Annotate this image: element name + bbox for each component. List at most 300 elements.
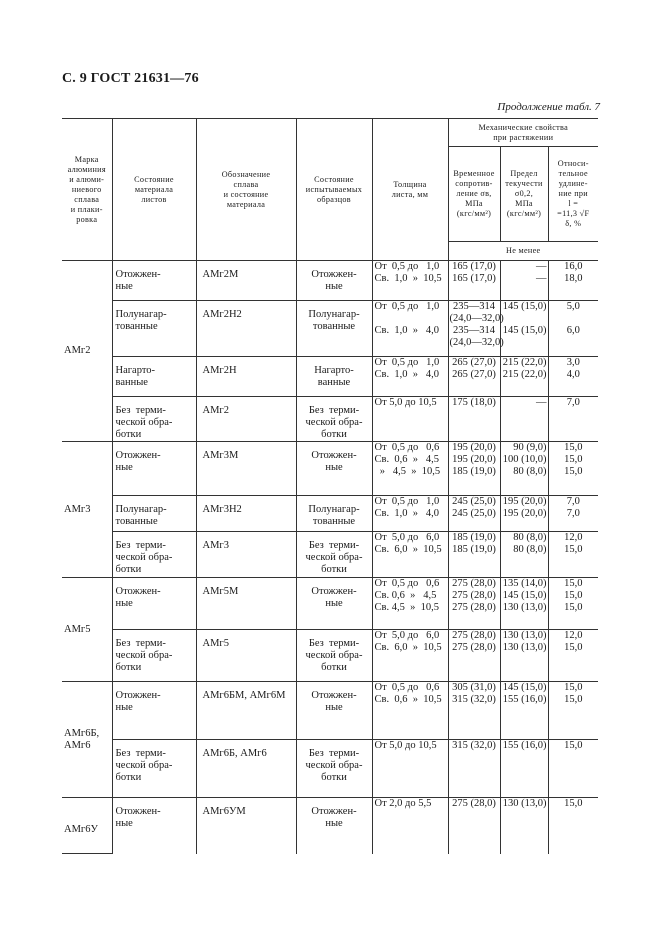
- designation-cell-line: АМг3М: [202, 450, 239, 461]
- thickness-cell: [372, 740, 448, 798]
- tensile-cell-line: 175 (18,0): [452, 397, 496, 408]
- grade-label: АМг3: [64, 503, 91, 515]
- yield-cell-line: 145 (15,0): [502, 590, 547, 601]
- test-state-cell-line: Отожжен-: [311, 269, 357, 280]
- state-cell-line: ботки: [115, 772, 142, 783]
- elongation-cell-line: 4,0: [566, 369, 580, 380]
- head-line: текучести: [505, 179, 543, 188]
- elongation-cell-line: 18,0: [564, 273, 583, 284]
- table-row: [62, 397, 598, 442]
- test-state-cell-line: Отожжен-: [311, 450, 357, 461]
- state-cell: [112, 532, 196, 578]
- thickness-cell: [372, 442, 448, 496]
- head-line: сопротив-: [455, 179, 493, 188]
- elongation-cell: [548, 630, 598, 682]
- designation-cell-line: АМг2Н: [202, 365, 237, 376]
- grade-cell: [62, 578, 112, 682]
- grade-cell: [62, 798, 112, 854]
- tensile-cell-line: 265 (27,0): [452, 369, 496, 380]
- designation-cell-line: АМг2: [202, 405, 229, 416]
- head-line: и алюми-: [69, 174, 105, 184]
- state-cell-line: Без терми-: [115, 638, 166, 649]
- thickness-cell-line: [375, 337, 446, 349]
- elongation-cell-line: 7,0: [566, 496, 580, 507]
- elongation-cell-line: 12,0: [564, 630, 583, 641]
- yield-cell: [500, 397, 548, 442]
- test-state-cell-line: тованные: [312, 321, 356, 332]
- tensile-cell: [448, 798, 500, 854]
- table-row: [62, 261, 598, 301]
- tensile-cell: [448, 261, 500, 301]
- elongation-cell-line: 16,0: [564, 261, 583, 272]
- thickness-cell: [372, 357, 448, 397]
- head-designation: [196, 119, 296, 261]
- thickness-cell-line: От 0,5 до 0,6: [374, 682, 440, 693]
- tensile-cell-line: 315 (32,0): [452, 694, 496, 705]
- head-line: МПа: [465, 199, 483, 208]
- tensile-cell-line: 275 (28,0): [452, 590, 496, 601]
- elongation-cell-line: 15,0: [564, 442, 583, 453]
- yield-cell: [500, 532, 548, 578]
- head-line: тельное: [558, 169, 588, 178]
- yield-cell: [500, 496, 548, 532]
- head-line: испытываемых: [305, 184, 363, 194]
- thickness-cell-line: От 0,5 до 0,6: [374, 578, 440, 589]
- tensile-cell-line: 275 (28,0): [452, 630, 496, 641]
- designation-cell: [196, 397, 296, 442]
- thickness-cell-line: От 5,0 до 10,5: [374, 397, 437, 408]
- test-state-cell-line: Без терми-: [308, 540, 360, 551]
- table-row: [62, 532, 598, 578]
- test-state-cell-line: ботки: [321, 564, 347, 575]
- test-state-cell-line: ные: [325, 818, 343, 829]
- elongation-cell-line: 15,0: [564, 578, 583, 589]
- designation-cell: [196, 578, 296, 630]
- head-state: [112, 119, 196, 261]
- properties-table: [62, 118, 598, 854]
- elongation-cell-line: [550, 313, 598, 325]
- yield-cell-line: 155 (16,0): [502, 694, 547, 705]
- tensile-cell-line: (24,0—32,0): [449, 313, 504, 324]
- tensile-cell-line: 185 (19,0): [452, 544, 496, 555]
- tensile-cell-line: 185 (19,0): [452, 466, 496, 477]
- test-state-cell-line: Полунагар-: [308, 504, 360, 515]
- state-cell: [112, 301, 196, 357]
- state-cell: [112, 261, 196, 301]
- state-cell-line: Полунагар-: [115, 504, 167, 515]
- yield-cell-line: 215 (22,0): [502, 357, 547, 368]
- tensile-cell-line: 275 (28,0): [452, 642, 496, 653]
- head-line: Предел: [510, 169, 538, 178]
- state-cell: [112, 397, 196, 442]
- designation-cell-line: АМг6БМ, АМг6М: [202, 690, 286, 701]
- tensile-cell: [448, 740, 500, 798]
- designation-cell: [196, 740, 296, 798]
- head-yield: [500, 147, 548, 242]
- table-row: [62, 357, 598, 397]
- designation-cell: [196, 630, 296, 682]
- yield-cell-line: 215 (22,0): [502, 369, 547, 380]
- elongation-cell-line: 15,0: [564, 466, 583, 477]
- thickness-cell-line: Св. 1,0 » 4,0: [374, 369, 439, 380]
- test-state-cell-line: Отожжен-: [311, 690, 357, 701]
- test-state-cell-line: Без терми-: [308, 748, 360, 759]
- state-cell-line: ботки: [115, 564, 142, 575]
- grade-label: АМг6: [64, 739, 91, 751]
- test-state-cell-line: ботки: [321, 429, 347, 440]
- elongation-cell-line: 12,0: [564, 532, 583, 543]
- thickness-cell: [372, 578, 448, 630]
- head-test-state: [296, 119, 372, 261]
- yield-cell: [500, 442, 548, 496]
- state-cell-line: ботки: [115, 429, 142, 440]
- tensile-cell-line: 265 (27,0): [452, 357, 496, 368]
- tensile-cell-line: 195 (20,0): [452, 454, 496, 465]
- head-line: ровка: [76, 214, 98, 224]
- test-state-cell-line: ные: [325, 702, 343, 713]
- state-cell-line: ческой обра-: [115, 417, 173, 428]
- yield-cell-line: —: [536, 261, 547, 272]
- yield-cell-line: —: [536, 397, 547, 408]
- thickness-cell-line: Св. 0,6 » 10,5: [374, 694, 442, 705]
- state-cell-line: ботки: [115, 662, 142, 673]
- test-state-cell-line: ческой обра-: [305, 760, 363, 771]
- state-cell-line: ные: [115, 702, 133, 713]
- elongation-cell: [548, 798, 598, 854]
- test-state-cell-line: Нагарто-: [314, 365, 354, 376]
- table-row: [62, 301, 598, 357]
- thickness-cell-line: Св. 1,0 » 4,0: [374, 325, 439, 336]
- designation-cell: [196, 301, 296, 357]
- elongation-cell: [548, 301, 598, 357]
- test-state-cell-line: ботки: [321, 772, 347, 783]
- test-state-cell: [296, 261, 372, 301]
- yield-cell-line: 155 (16,0): [502, 740, 547, 751]
- yield-cell-line: 130 (13,0): [502, 642, 547, 653]
- table-row: [62, 630, 598, 682]
- elongation-cell-line: 5,0: [566, 301, 580, 312]
- yield-cell-line: —: [536, 273, 547, 284]
- test-state-cell-line: Отожжен-: [311, 586, 357, 597]
- yield-cell: [500, 578, 548, 630]
- head-grade: [62, 119, 112, 261]
- head-line: МПа: [515, 199, 533, 208]
- state-cell-line: ные: [115, 281, 133, 292]
- elongation-cell: [548, 496, 598, 532]
- test-state-cell: [296, 578, 372, 630]
- state-cell-line: ческой обра-: [115, 760, 173, 771]
- elongation-cell-line: 7,0: [566, 397, 580, 408]
- state-cell-line: Без терми-: [115, 405, 166, 416]
- head-tensile: [448, 147, 500, 242]
- designation-cell: [196, 442, 296, 496]
- tensile-cell-line: 275 (28,0): [452, 602, 496, 613]
- test-state-cell-line: тованные: [312, 516, 356, 527]
- tensile-cell-line: 235—314: [453, 325, 495, 336]
- head-line: листов: [141, 194, 167, 204]
- state-cell-line: Отожжен-: [115, 586, 161, 597]
- test-state-cell: [296, 682, 372, 740]
- thickness-cell-line: От 5,0 до 6,0: [374, 630, 440, 641]
- thickness-cell: [372, 496, 448, 532]
- head-line: и плаки-: [70, 204, 103, 214]
- table-row: [62, 496, 598, 532]
- thickness-cell-line: [375, 313, 446, 325]
- test-state-cell-line: ные: [325, 598, 343, 609]
- thickness-cell-line: Св. 4,5 » 10,5: [374, 602, 439, 613]
- test-state-cell-line: Отожжен-: [311, 806, 357, 817]
- elongation-cell: [548, 261, 598, 301]
- tensile-cell-line: 165 (17,0): [452, 273, 496, 284]
- head-line: (кгс/мм²): [456, 209, 492, 218]
- thickness-cell-line: От 0,5 до 1,0: [374, 496, 440, 507]
- table-row: [62, 442, 598, 496]
- table-row: [62, 578, 598, 630]
- head-line: Относи-: [557, 159, 589, 168]
- elongation-cell-line: 15,0: [564, 740, 583, 751]
- state-cell: [112, 682, 196, 740]
- head-line: ние при: [558, 189, 588, 198]
- state-cell: [112, 496, 196, 532]
- test-state-cell-line: ческой обра-: [305, 552, 363, 563]
- test-state-cell: [296, 397, 372, 442]
- yield-cell-line: 100 (10,0): [502, 454, 547, 465]
- thickness-cell-line: От 0,5 до 1,0: [374, 261, 440, 272]
- head-line: Временное: [453, 169, 495, 178]
- designation-cell-line: АМг6Б, АМг6: [202, 748, 267, 759]
- tensile-cell-line: (24,0—32,0): [449, 337, 504, 348]
- state-cell-line: Отожжен-: [115, 269, 161, 280]
- yield-cell-line: 135 (14,0): [502, 578, 547, 589]
- yield-cell-line: 80 (8,0): [513, 466, 547, 477]
- state-cell-line: ные: [115, 818, 133, 829]
- designation-cell-line: АМг2М: [202, 269, 239, 280]
- table-head: [62, 119, 598, 261]
- tensile-cell: [448, 397, 500, 442]
- yield-cell: [500, 798, 548, 854]
- head-not-less: Не менее: [448, 242, 598, 261]
- yield-cell: [500, 301, 548, 357]
- yield-cell-line: [502, 313, 547, 325]
- yield-cell-line: 90 (9,0): [513, 442, 547, 453]
- tensile-cell: [448, 442, 500, 496]
- test-state-cell-line: Полунагар-: [308, 309, 360, 320]
- table-body: [62, 261, 598, 854]
- yield-cell-line: 145 (15,0): [502, 682, 547, 693]
- test-state-cell-line: ботки: [321, 662, 347, 673]
- yield-cell: [500, 357, 548, 397]
- yield-cell: [500, 682, 548, 740]
- head-line: листа, мм: [391, 189, 429, 199]
- tensile-cell-line: 235—314: [453, 301, 495, 312]
- thickness-cell-line: От 0,5 до 1,0: [374, 301, 440, 312]
- thickness-cell-line: От 0,5 до 1,0: [374, 357, 440, 368]
- test-state-cell-line: Без терми-: [308, 405, 360, 416]
- yield-cell: [500, 630, 548, 682]
- elongation-cell-line: 15,0: [564, 798, 583, 809]
- state-cell: [112, 798, 196, 854]
- tensile-cell-line: 305 (31,0): [452, 682, 496, 693]
- elongation-cell-line: 6,0: [566, 325, 580, 336]
- head-line: материала: [226, 199, 266, 209]
- table-row: [62, 682, 598, 740]
- thickness-cell-line: Св. 1,0 » 10,5: [374, 273, 442, 284]
- elongation-cell: [548, 532, 598, 578]
- state-cell: [112, 740, 196, 798]
- designation-cell: [196, 798, 296, 854]
- designation-cell: [196, 532, 296, 578]
- thickness-cell-line: » 4,5 » 10,5: [374, 466, 441, 477]
- yield-cell-line: 130 (13,0): [502, 798, 547, 809]
- elongation-cell-line: 15,0: [564, 682, 583, 693]
- yield-cell-line: 130 (13,0): [502, 602, 547, 613]
- head-line: Состояние: [314, 174, 354, 184]
- elongation-cell: [548, 397, 598, 442]
- elongation-cell-line: 15,0: [564, 602, 583, 613]
- designation-cell: [196, 496, 296, 532]
- test-state-cell-line: ческой обра-: [305, 650, 363, 661]
- head-line: образцов: [317, 194, 351, 204]
- head-line: Механические свойства: [478, 122, 569, 132]
- thickness-cell: [372, 682, 448, 740]
- designation-cell-line: АМг3Н2: [202, 504, 242, 515]
- head-line: при растяжении: [493, 132, 554, 142]
- designation-cell-line: АМг3: [202, 540, 229, 551]
- yield-cell-line: 145 (15,0): [502, 301, 547, 312]
- elongation-cell-line: 7,0: [566, 508, 580, 519]
- state-cell-line: ческой обра-: [115, 552, 173, 563]
- elongation-cell: [548, 357, 598, 397]
- state-cell: [112, 630, 196, 682]
- elongation-cell: [548, 740, 598, 798]
- designation-cell: [196, 682, 296, 740]
- designation-cell: [196, 357, 296, 397]
- head-line: Толщина: [393, 179, 427, 189]
- tensile-cell: [448, 357, 500, 397]
- thickness-cell-line: Св. 6,0 » 10,5: [374, 544, 442, 555]
- state-cell-line: ные: [115, 598, 133, 609]
- tensile-cell: [448, 630, 500, 682]
- head-line: σ0,2,: [514, 189, 534, 198]
- tensile-cell-line: 165 (17,0): [452, 261, 496, 272]
- test-state-cell: [296, 532, 372, 578]
- state-cell-line: тованные: [115, 516, 158, 527]
- yield-cell-line: 195 (20,0): [502, 508, 547, 519]
- head-line: =11,3 √F: [557, 209, 590, 218]
- head-line: (кгс/мм²): [506, 209, 542, 218]
- tensile-cell: [448, 301, 504, 357]
- state-cell-line: Без терми-: [115, 540, 166, 551]
- thickness-cell-line: Св. 1,0 » 4,0: [374, 508, 439, 519]
- test-state-cell-line: ные: [325, 281, 343, 292]
- tensile-cell: [448, 578, 500, 630]
- table-row: [62, 798, 598, 854]
- test-state-cell: [296, 740, 372, 798]
- yield-cell-line: 80 (8,0): [513, 532, 547, 543]
- head-line: удлине-: [558, 179, 588, 188]
- thickness-cell-line: Св. 6,0 » 10,5: [374, 642, 442, 653]
- head-line: Марка: [74, 154, 99, 164]
- elongation-cell-line: 15,0: [564, 694, 583, 705]
- grade-cell: [62, 682, 112, 798]
- thickness-cell: [372, 301, 448, 357]
- state-cell-line: Отожжен-: [115, 450, 161, 461]
- designation-cell-line: АМг2Н2: [202, 309, 242, 320]
- thickness-cell-line: От 5,0 до 10,5: [374, 740, 437, 751]
- test-state-cell: [296, 442, 372, 496]
- tensile-cell: [448, 532, 500, 578]
- head-line: сплава: [74, 194, 100, 204]
- yield-cell-line: 145 (15,0): [502, 325, 547, 336]
- test-state-cell-line: ные: [325, 462, 343, 473]
- head-line: и состояние: [223, 189, 269, 199]
- designation-cell-line: АМг5М: [202, 586, 239, 597]
- state-cell-line: ванные: [115, 377, 148, 388]
- tensile-cell: [448, 496, 500, 532]
- test-state-cell: [296, 357, 372, 397]
- thickness-cell: [372, 261, 448, 301]
- elongation-cell-line: 15,0: [564, 544, 583, 555]
- elongation-cell-line: [550, 337, 598, 349]
- state-cell-line: ные: [115, 462, 133, 473]
- thickness-cell: [372, 397, 448, 442]
- tensile-cell-line: 245 (25,0): [452, 496, 496, 507]
- head-line: алюминия: [67, 164, 106, 174]
- test-state-cell: [296, 496, 372, 532]
- grade-cell: [62, 261, 112, 442]
- designation-cell-line: АМг6УМ: [202, 806, 246, 817]
- state-cell: [112, 578, 196, 630]
- designation-cell: [196, 261, 296, 301]
- thickness-cell-line: Св. 0,6 » 4,5: [374, 454, 439, 465]
- grade-label: АМг6У: [64, 823, 98, 835]
- table-row: [62, 740, 598, 798]
- yield-cell-line: 130 (13,0): [502, 630, 547, 641]
- head-mech-props: [448, 119, 598, 147]
- elongation-cell-line: 3,0: [566, 357, 580, 368]
- tensile-cell-line: 315 (32,0): [452, 740, 496, 751]
- state-cell-line: Нагарто-: [115, 365, 156, 376]
- elongation-cell: [548, 442, 598, 496]
- yield-cell: [500, 740, 548, 798]
- elongation-cell-line: 15,0: [564, 642, 583, 653]
- table-continuation-label: Продолжение табл. 7: [497, 101, 600, 113]
- state-cell-line: ческой обра-: [115, 650, 173, 661]
- thickness-cell: [372, 630, 448, 682]
- head-line: ление σв,: [456, 189, 492, 198]
- head-elongation: [548, 147, 598, 242]
- head-line: Состояние: [134, 174, 174, 184]
- page-header: С. 9 ГОСТ 21631—76: [62, 71, 199, 86]
- elongation-cell-line: 15,0: [564, 590, 583, 601]
- test-state-cell: [296, 798, 372, 854]
- thickness-cell-line: От 2,0 до 5,5: [374, 798, 432, 809]
- head-line: ниевого: [71, 184, 102, 194]
- test-state-cell: [296, 301, 372, 357]
- state-cell-line: Отожжен-: [115, 806, 161, 817]
- thickness-cell-line: Св. 0,6 » 4,5: [374, 590, 437, 601]
- head-line: материала: [134, 184, 174, 194]
- thickness-cell: [372, 532, 448, 578]
- elongation-cell: [548, 682, 598, 740]
- head-line: l =: [568, 199, 579, 208]
- state-cell-line: Отожжен-: [115, 690, 161, 701]
- tensile-cell-line: 245 (25,0): [452, 508, 496, 519]
- state-cell: [112, 442, 196, 496]
- thickness-cell-line: От 0,5 до 0,6: [374, 442, 440, 453]
- head-line: сплава: [233, 179, 259, 189]
- grade-label: АМг6Б,: [64, 727, 100, 739]
